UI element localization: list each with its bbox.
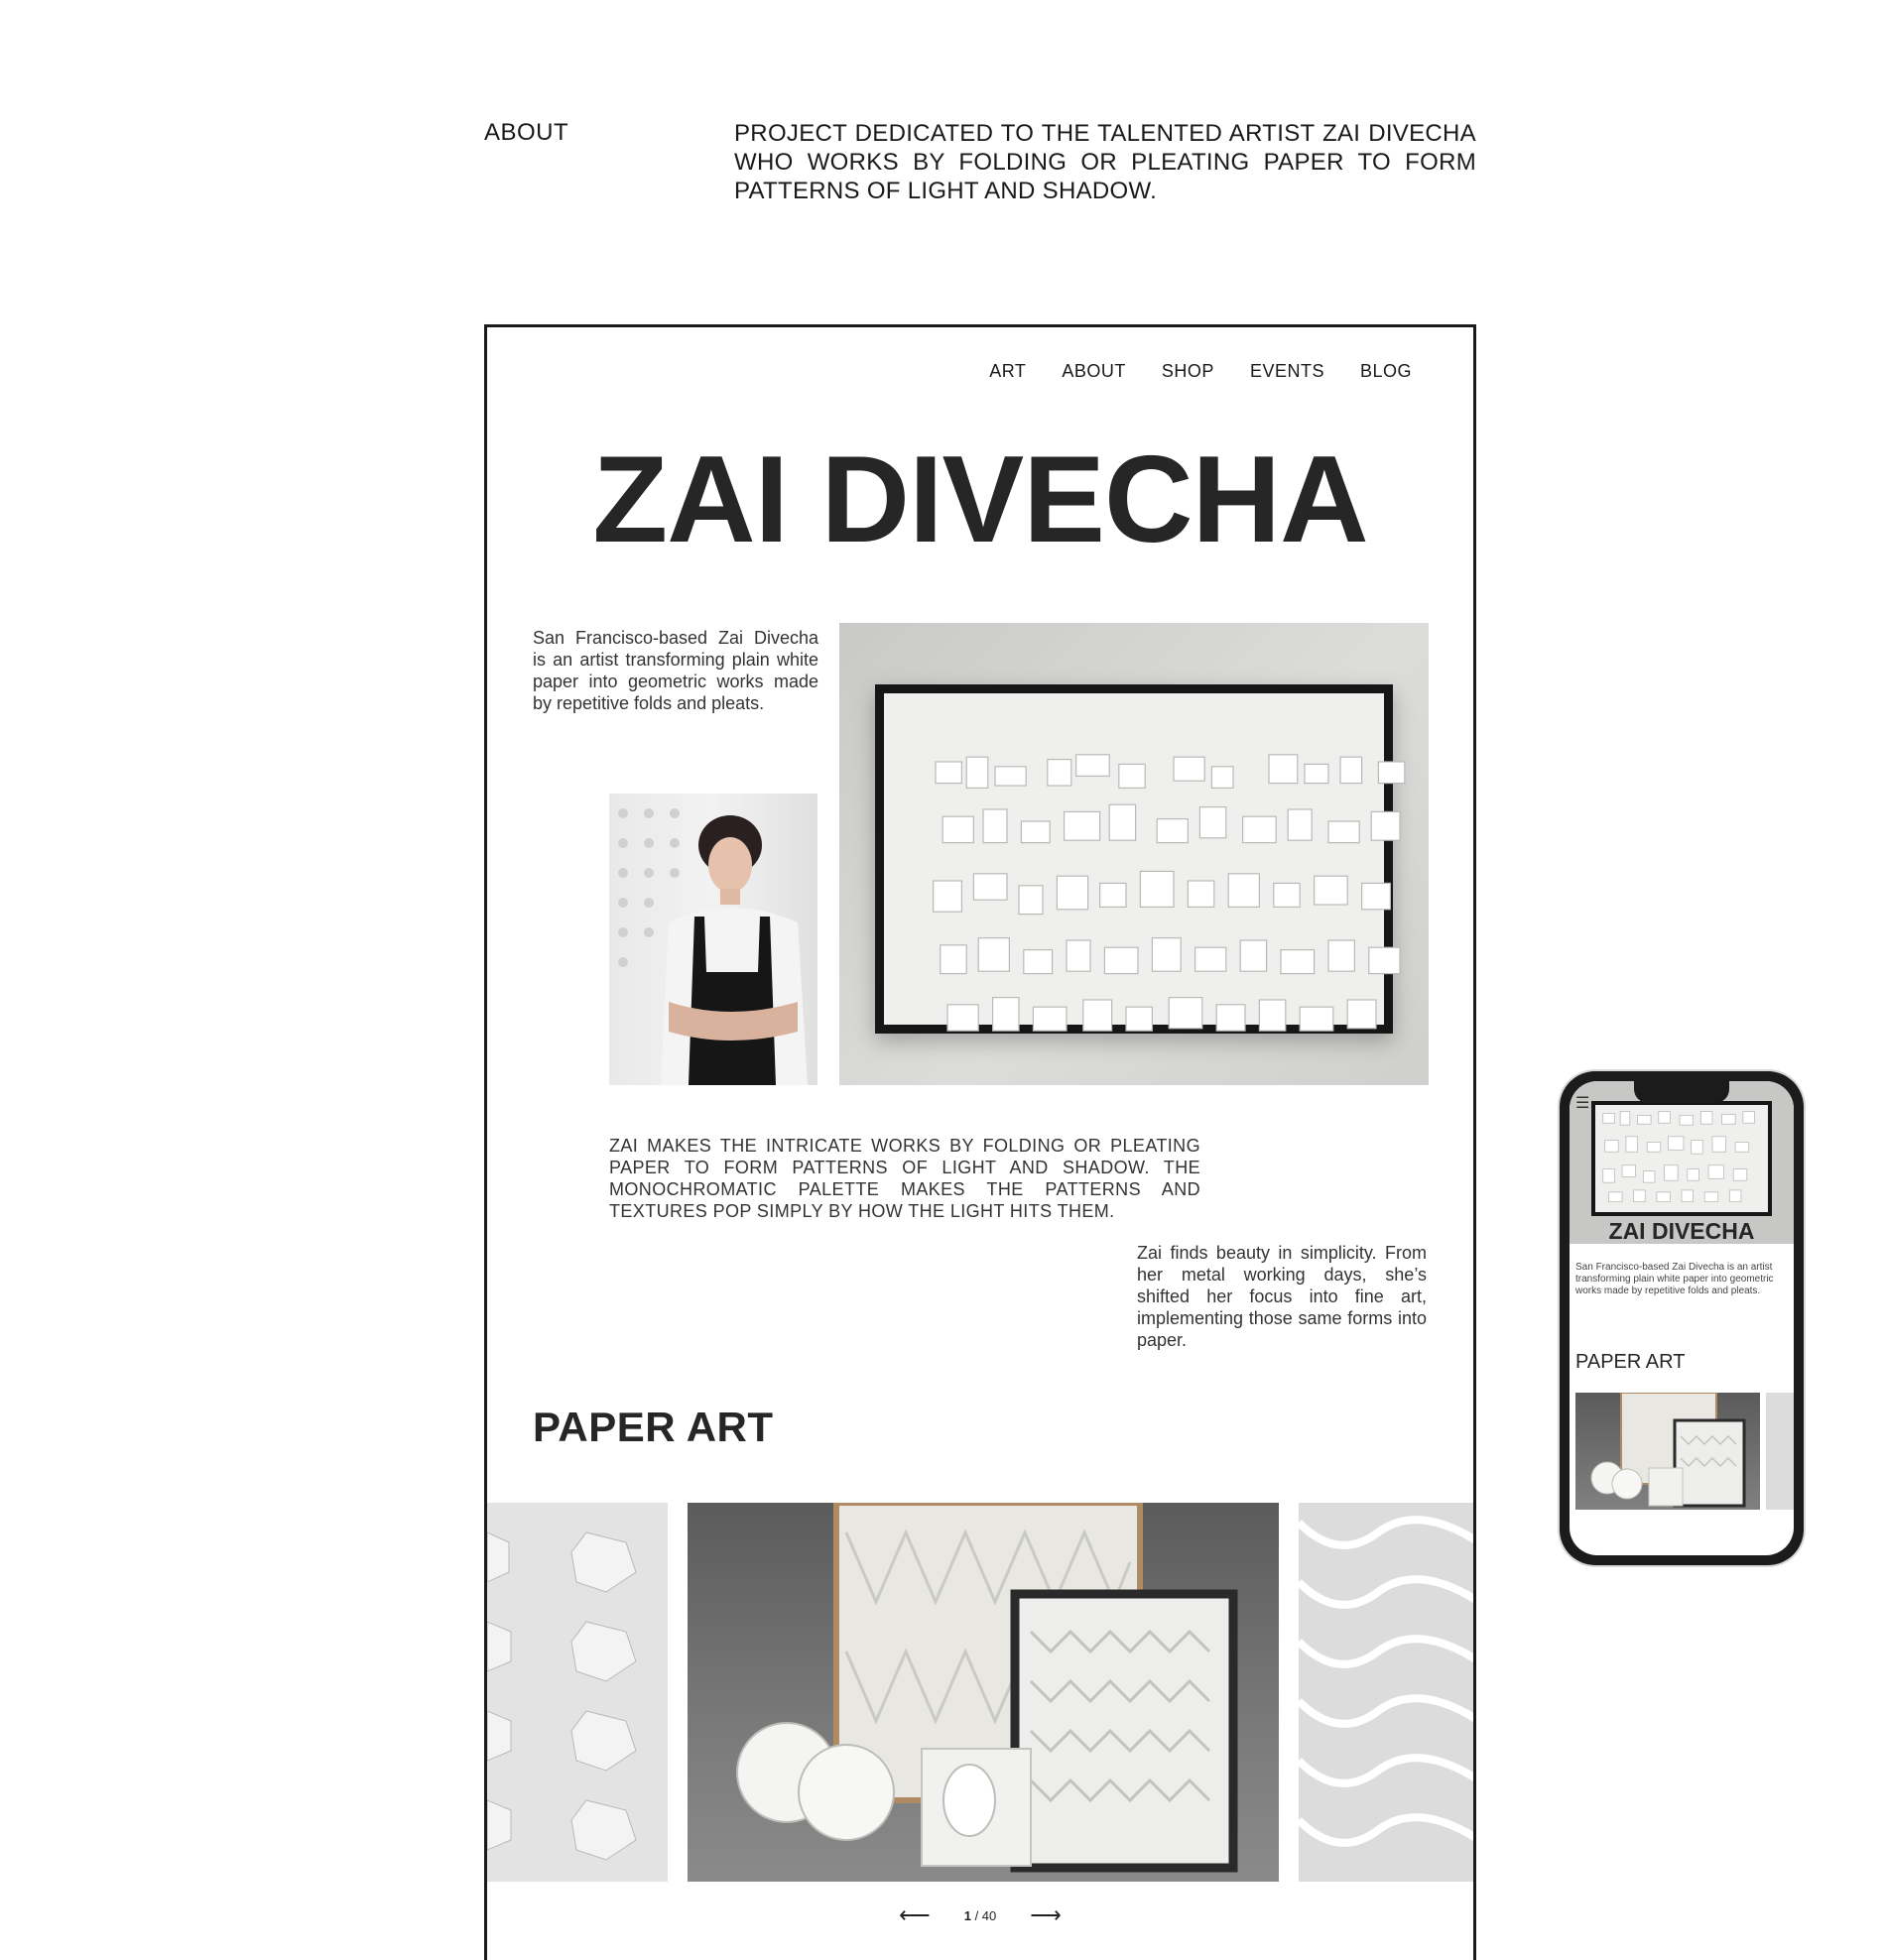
gallery-pager [487,1902,1473,1928]
origami-works-illustration [688,1503,1279,1882]
arrow-right-icon[interactable]: ⟶ [1030,1902,1062,1927]
gallery-slide-current[interactable] [688,1503,1279,1882]
side-paragraph: Zai finds beauty in simplicity. From her metal working days, she’s shifted her focus into fine art, implementing those same forms into paper. [1137,1243,1427,1350]
curved-folds-illustration [1299,1503,1476,1882]
nav-shop[interactable]: SHOP [1161,361,1214,381]
phone-notch [1634,1081,1729,1103]
mobile-screen [1570,1081,1794,1555]
intro-text: PROJECT DEDICATED TO THE TALENTED ARTIST ZAI DIVECHA WHO WORKS BY FOLDING OR PLEATING PAPER TO FORM PATTERNS OF LIGHT AND SHADOW. [734,120,1476,204]
mobile-gallery-slide-current[interactable] [1575,1393,1760,1510]
artist-portrait-illustration [609,794,817,1085]
page-separator: / [970,1907,982,1923]
geodesic-pattern-illustration [487,1503,668,1882]
nav-events[interactable]: EVENTS [1249,361,1324,381]
caps-paragraph: ZAI MAKES THE INTRICATE WORKS BY FOLDING OR PLEATING PAPER TO FORM PATTERNS OF LIGHT AND SHADOW. THE MONOCHROMATIC PALETTE MAKES THE PATTERNS AND TEXTURES POP SIMPLY BY HOW THE LIGHT HITS THEM. [609,1136,1200,1221]
intro-paragraph: San Francisco-based Zai Divecha is an artist transforming plain white paper into geometric works made by repetitive folds and pleats. [533,628,818,713]
page-current: 1 [963,1907,971,1923]
section-title-paper-art: PAPER ART [533,1404,774,1450]
arrow-left-icon[interactable]: ⟵ [899,1902,931,1927]
artist-portrait-image [609,794,817,1085]
hamburger-menu-icon[interactable]: ☰ [1575,1095,1590,1112]
page-total: 40 [981,1907,997,1923]
mobile-intro-paragraph: San Francisco-based Zai Divecha is an artist transforming plain white paper into geometric works made by repetitive folds and pleats. [1575,1262,1774,1296]
desktop-mockup [484,324,1476,1960]
nav-blog[interactable]: BLOG [1359,361,1412,381]
mobile-gallery-slide-next[interactable] [1766,1393,1794,1510]
gallery-slide-next[interactable] [1299,1503,1476,1882]
mobile-paper-blocks-pattern [1595,1105,1768,1212]
page-counter [964,1908,997,1923]
paper-blocks-pattern [924,733,1424,1064]
mobile-mockup [1560,1071,1804,1565]
mobile-artwork-frame [1591,1101,1772,1216]
mobile-section-title: PAPER ART [1575,1351,1686,1373]
artwork-frame [875,684,1393,1034]
hero-title: ZAI DIVECHA [592,431,1368,568]
featured-artwork-image [839,623,1429,1085]
mobile-origami-illustration [1575,1393,1760,1510]
main-nav [989,361,1412,382]
mobile-hero-title: ZAI DIVECHA [1608,1218,1755,1244]
intro-label: ABOUT [484,119,569,146]
nav-about[interactable]: ABOUT [1062,361,1126,381]
gallery-slide-previous[interactable] [487,1503,668,1882]
nav-art[interactable]: ART [989,361,1027,381]
